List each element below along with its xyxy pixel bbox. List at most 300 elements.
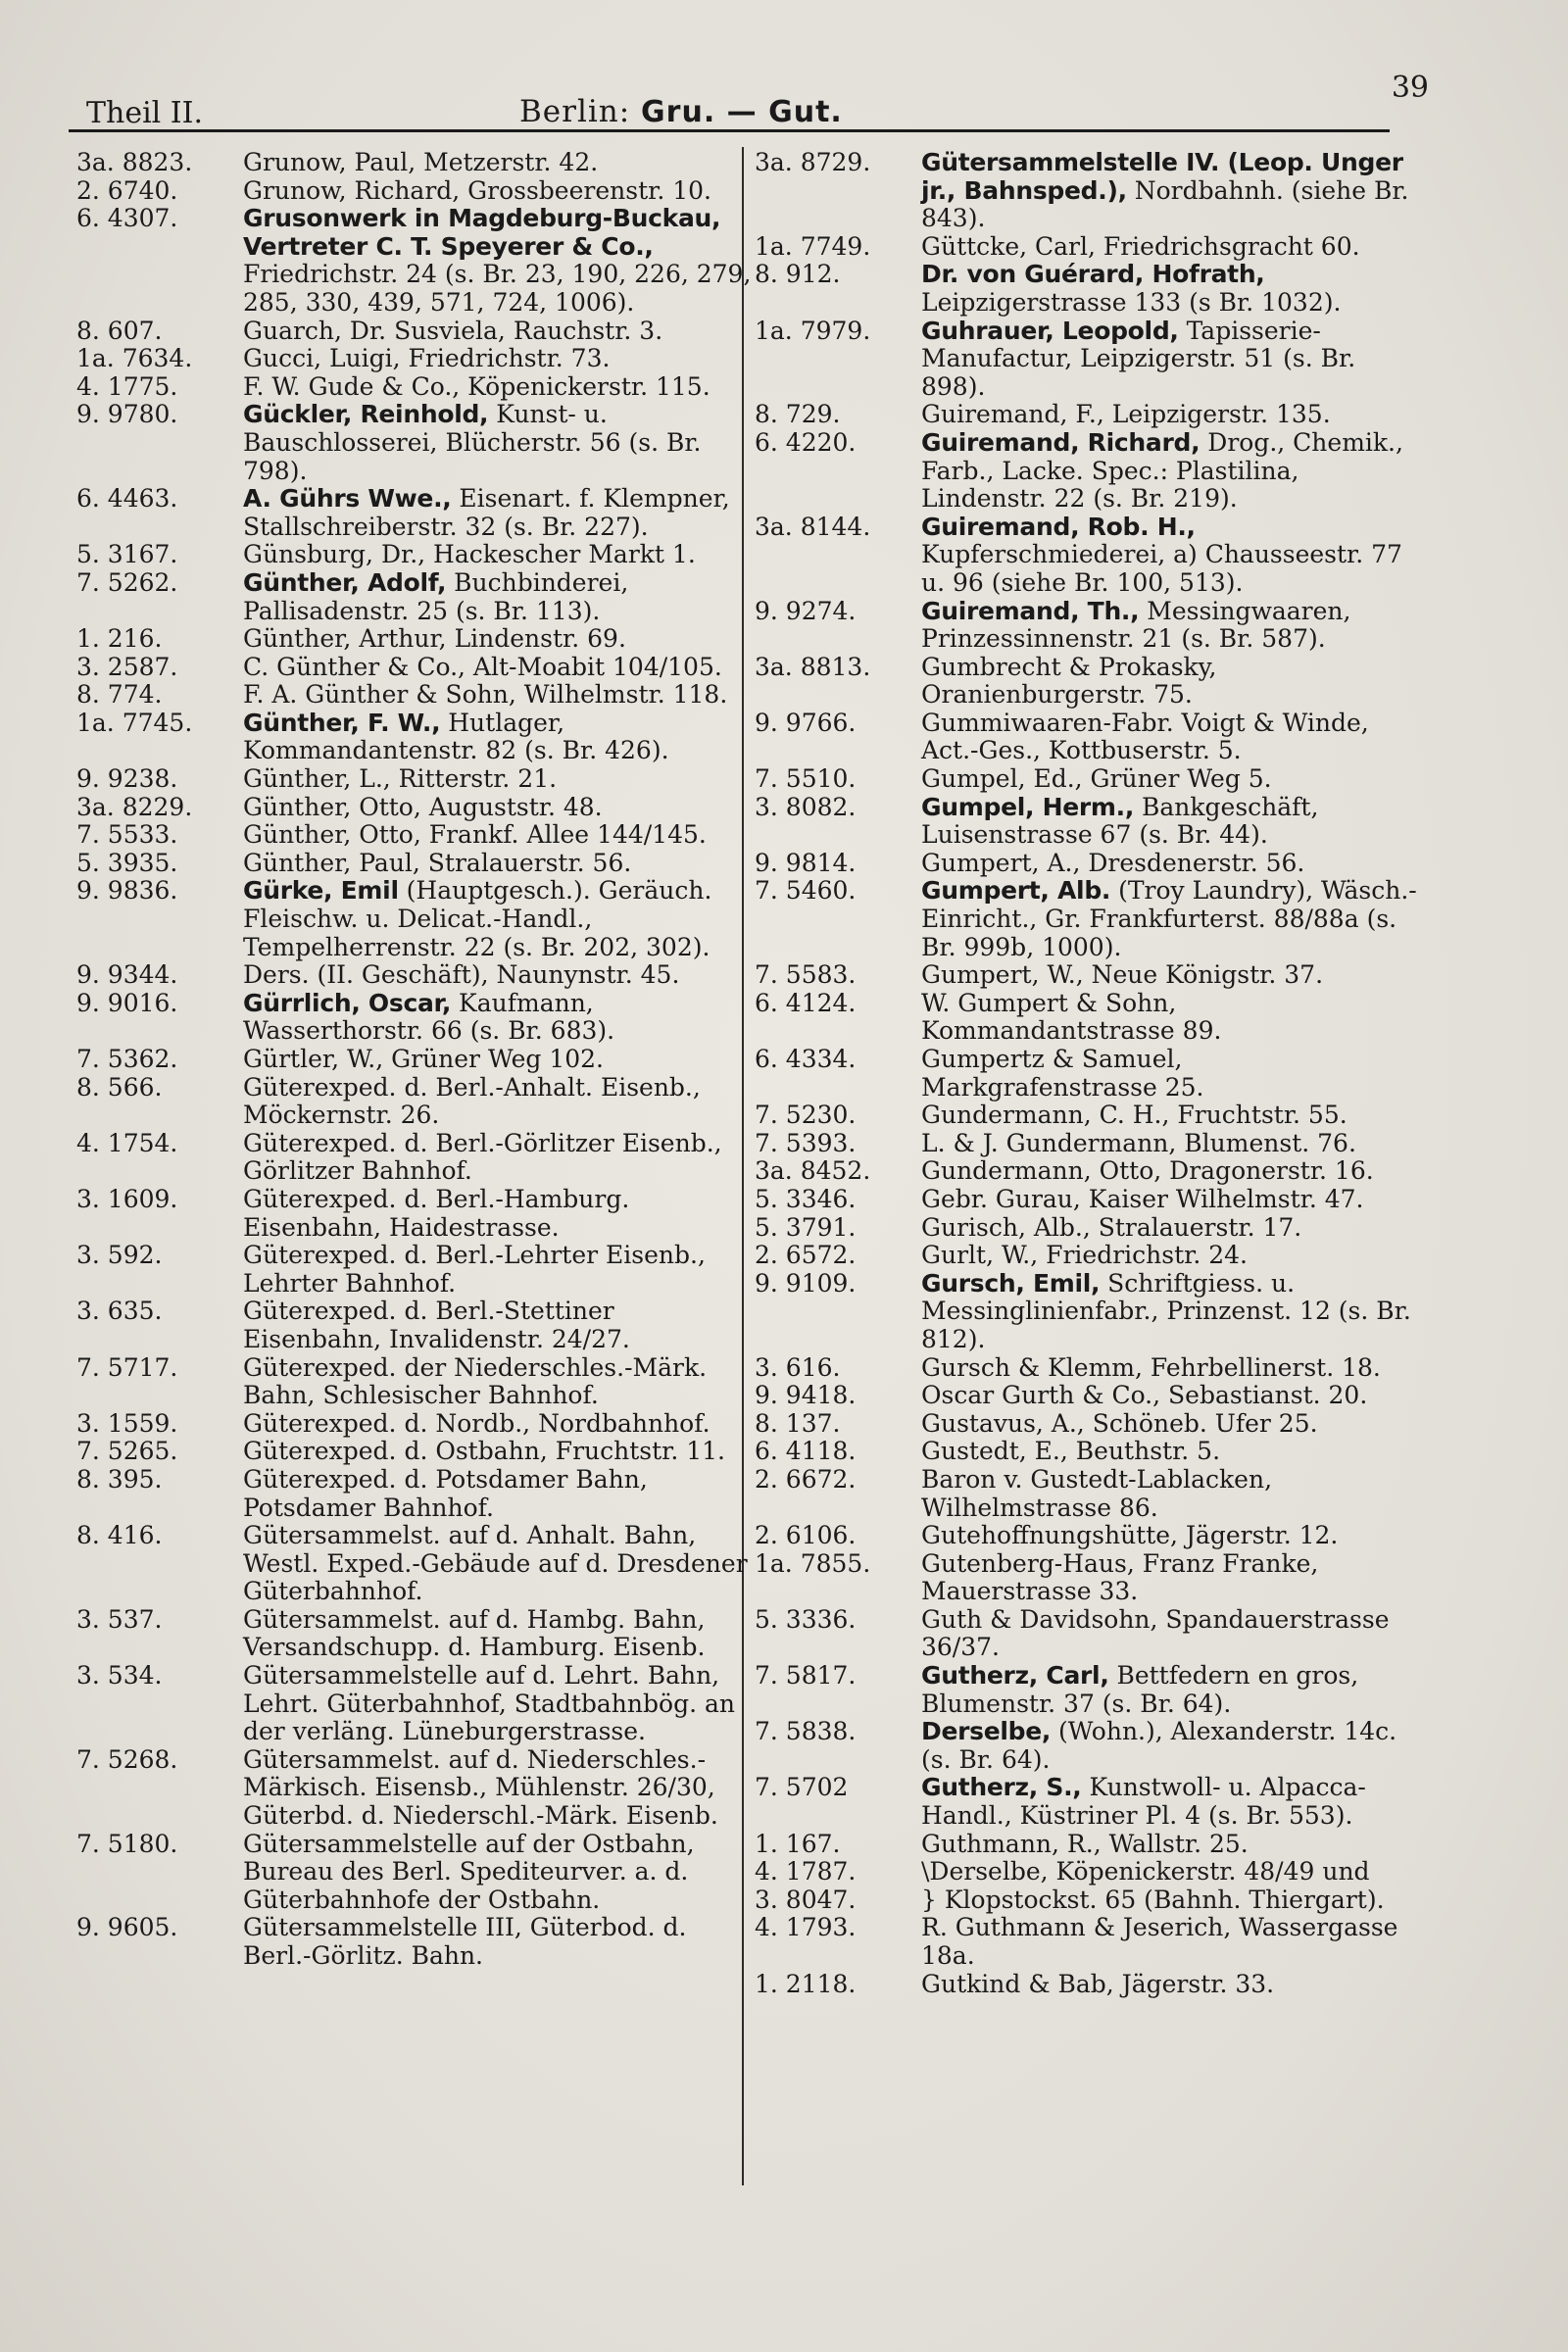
- phone-number: 2. 6740.: [76, 175, 178, 205]
- entry-text: [921, 1914, 1421, 1970]
- entry-text: [921, 654, 1421, 710]
- directory-entry: [76, 710, 753, 765]
- running-title: [519, 94, 843, 129]
- entry-text: [243, 373, 753, 402]
- directory-entry: [755, 1354, 1421, 1383]
- entry-name-bold: Guiremand, Th.,: [921, 596, 1140, 625]
- entry-text: [243, 177, 753, 206]
- entry-detail: Kunstwoll- u. Alpacca-Handl., Küstriner Pl. 4 (s. Br. 553).: [921, 1773, 1366, 1831]
- entry-text: [243, 485, 753, 541]
- entry-text: [243, 625, 753, 654]
- directory-entry: [76, 1522, 753, 1606]
- phone-number: 3a. 8144.: [755, 512, 871, 541]
- directory-entry: [755, 794, 1421, 850]
- entry-detail: Güterexped. d. Berl.-Stettiner Eisenbahn, Invalidenstr. 24/27.: [243, 1297, 630, 1353]
- entry-detail: Ders. (II. Geschäft), Naunynstr. 45.: [243, 960, 680, 990]
- entry-detail: C. Günther & Co., Alt-Moabit 104/105.: [243, 652, 722, 681]
- phone-number: 5. 3346.: [755, 1184, 857, 1213]
- phone-number: 5. 3791.: [755, 1212, 857, 1242]
- entry-text: [243, 318, 753, 346]
- entry-text: [243, 345, 753, 373]
- phone-number: 3. 8047.: [755, 1885, 857, 1914]
- entry-name-bold: Guhrauer, Leopold,: [921, 316, 1179, 345]
- phone-number: 3. 616.: [755, 1352, 841, 1382]
- directory-entry: [755, 1102, 1421, 1130]
- directory-entry: [76, 1831, 753, 1915]
- entry-text: [243, 1410, 753, 1439]
- directory-entry: [76, 1438, 753, 1466]
- entry-detail: Gürtler, W., Grüner Weg 102.: [243, 1045, 605, 1073]
- entry-name-bold: Gutherz, S.,: [921, 1773, 1082, 1802]
- entry-text: [921, 1410, 1421, 1439]
- entry-detail: Guarch, Dr. Susviela, Rauchstr. 3.: [243, 316, 663, 345]
- entry-detail: } Klopstockst. 65 (Bahnh. Thiergart).: [921, 1885, 1385, 1914]
- phone-number: 3a. 8229.: [76, 792, 193, 821]
- entry-text: [921, 1662, 1421, 1718]
- right-column: [755, 149, 1421, 1998]
- phone-number: 2. 6572.: [755, 1241, 857, 1270]
- entry-name-bold: Gürrlich, Oscar,: [243, 988, 452, 1017]
- phone-number: 7. 5838.: [755, 1717, 857, 1746]
- entry-detail: Gütersammelst. auf d. Hambg. Bahn, Versandschupp. d. Hamburg. Eisenb.: [243, 1604, 706, 1662]
- entry-detail: Grunow, Paul, Metzerstr. 42.: [243, 148, 599, 176]
- entry-text: [243, 765, 753, 794]
- entry-text: [243, 681, 753, 710]
- entry-text: [921, 1858, 1421, 1886]
- phone-number: 8. 729.: [755, 400, 841, 429]
- entry-name-bold: Gückler, Reinhold,: [243, 400, 489, 429]
- entry-detail: Güterexped. d. Ostbahn, Fruchtstr. 11.: [243, 1437, 726, 1466]
- phone-number: 6. 4307.: [76, 204, 178, 233]
- entry-text: [921, 850, 1421, 878]
- entry-text: [921, 401, 1421, 429]
- entry-detail: (Troy Laundry), Wäsch.-Einricht., Gr. Frankfurterst. 88/88a (s. Br. 999b, 1000).: [921, 876, 1417, 961]
- city-label: Berlin:: [519, 94, 631, 129]
- entry-name-bold: Gursch, Emil,: [921, 1268, 1101, 1298]
- entry-text: [921, 1242, 1421, 1270]
- entry-text: [921, 598, 1421, 654]
- entry-text: [243, 541, 753, 569]
- directory-entry: [76, 1746, 753, 1831]
- entry-detail: Günther, Arthur, Lindenstr. 69.: [243, 624, 626, 654]
- phone-number: 3. 534.: [76, 1661, 163, 1690]
- directory-entry: [76, 318, 753, 346]
- directory-entry: [755, 1242, 1421, 1270]
- entry-name-bold: Gürke, Emil: [243, 876, 399, 906]
- directory-entry: [76, 681, 753, 710]
- phone-number: 7. 5702: [755, 1773, 849, 1802]
- entry-detail: Schriftgiess. u. Messinglinienfabr., Prinzenst. 12 (s. Br. 812).: [921, 1268, 1411, 1353]
- directory-entry: [755, 1831, 1421, 1859]
- directory-entry: [76, 205, 753, 317]
- entry-text: [921, 261, 1421, 317]
- directory-entry: [755, 1550, 1421, 1606]
- directory-entry: [755, 1270, 1421, 1354]
- entry-text: [921, 1130, 1421, 1158]
- phone-number: 3. 635.: [76, 1297, 163, 1326]
- entry-text: [243, 1354, 753, 1410]
- entry-detail: Hutlager, Kommandantenstr. 82 (s. Br. 426).: [243, 708, 669, 765]
- phone-number: 7. 5717.: [76, 1352, 178, 1382]
- entry-detail: Gutkind & Bab, Jägerstr. 33.: [921, 1969, 1275, 1998]
- entry-text: [921, 1354, 1421, 1383]
- entry-name-bold: Gumpert, Alb.: [921, 876, 1111, 906]
- directory-entry: [76, 1046, 753, 1074]
- entry-detail: Friedrichstr. 24 (s. Br. 23, 190, 226, 279, 285, 330, 439, 571, 724, 1006).: [243, 260, 752, 317]
- phone-number: 7. 5362.: [76, 1045, 178, 1073]
- entry-text: [921, 1046, 1421, 1102]
- directory-entry: [755, 1662, 1421, 1718]
- directory-entry: [76, 1186, 753, 1242]
- directory-entry: [76, 1298, 753, 1353]
- entry-detail: Buchbinderei, Pallisadenstr. 25 (s. Br. 113).: [243, 567, 629, 625]
- phone-number: 7. 5510.: [755, 764, 857, 794]
- entry-detail: Leipzigerstrasse 133 (s Br. 1032).: [921, 287, 1342, 317]
- alphabet-range: Gru. — Gut.: [641, 95, 843, 129]
- entry-detail: Gustavus, A., Schöneb. Ufer 25.: [921, 1408, 1318, 1438]
- entry-detail: Baron v. Gustedt-Lablacken, Wilhelmstrasse 86.: [921, 1464, 1273, 1522]
- directory-entry: [76, 1466, 753, 1522]
- entry-detail: Gumbrecht & Prokasky, Oranienburgerstr. 75.: [921, 652, 1217, 710]
- entry-detail: Eisenart. f. Klempner, Stallschreiberstr. 32 (s. Br. 227).: [243, 484, 730, 541]
- entry-detail: Messingwaaren, Prinzessinnenstr. 21 (s. Br. 587).: [921, 596, 1351, 654]
- entry-detail: Gebr. Gurau, Kaiser Wilhelmstr. 47.: [921, 1184, 1364, 1213]
- entry-text: [243, 1662, 753, 1746]
- entry-detail: Oscar Gurth & Co., Sebastianst. 20.: [921, 1381, 1368, 1410]
- phone-number: 9. 9109.: [755, 1268, 857, 1298]
- entry-detail: Gutehoffnungshütte, Jägerstr. 12.: [921, 1521, 1339, 1550]
- directory-entry: [755, 1130, 1421, 1158]
- entry-text: [243, 654, 753, 682]
- directory-entry: [755, 710, 1421, 765]
- entry-text: [243, 205, 753, 317]
- header-rule: [69, 129, 1390, 132]
- entry-detail: Kaufmann, Wasserthorstr. 66 (s. Br. 683).: [243, 988, 615, 1046]
- phone-number: 9. 9274.: [755, 596, 857, 625]
- directory-entry: [755, 401, 1421, 429]
- entry-text: [921, 1186, 1421, 1214]
- entry-detail: Güterexped. der Niederschles.-Märk. Bahn, Schlesischer Bahnhof.: [243, 1352, 708, 1410]
- directory-entry: [76, 821, 753, 850]
- directory-entry: [755, 765, 1421, 794]
- entry-detail: Gumpert, A., Dresdenerstr. 56.: [921, 848, 1305, 877]
- entry-text: [243, 1046, 753, 1074]
- entry-text: [921, 1774, 1421, 1830]
- directory-entry: [755, 1971, 1421, 1999]
- entry-detail: Gursch & Klemm, Fehrbellinerst. 18.: [921, 1352, 1381, 1382]
- directory-entry: [76, 877, 753, 961]
- phone-number: 6. 4124.: [755, 988, 857, 1017]
- entry-text: [243, 1466, 753, 1522]
- entry-text: [243, 1130, 753, 1186]
- entry-detail: Gütersammelstelle auf der Ostbahn, Bureau des Berl. Spediteurver. a. d. Güterbahnhofe der Ostbahn.: [243, 1829, 695, 1914]
- entry-detail: Gütersammelst. auf d. Niederschles.-Märkisch. Eisensb., Mühlenstr. 26/30, Güterbd. d. Niederschl.-Märk. Eisenb.: [243, 1744, 718, 1831]
- entry-text: [921, 1718, 1421, 1774]
- entry-detail: Güterexped. d. Nordb., Nordbahnhof.: [243, 1408, 710, 1438]
- entry-detail: Drog., Chemik., Farb., Lacke. Spec.: Plastilina, Lindenstr. 22 (s. Br. 219).: [921, 427, 1403, 514]
- directory-entry: [755, 1858, 1421, 1886]
- directory-entry: [76, 1606, 753, 1662]
- entry-text: [243, 850, 753, 878]
- phone-number: 3. 1609.: [76, 1184, 178, 1213]
- entry-name-bold: Günther, F. W.,: [243, 708, 441, 737]
- entry-detail: Güttcke, Carl, Friedrichsgracht 60.: [921, 231, 1360, 261]
- phone-number: 1a. 7979.: [755, 316, 871, 345]
- phone-number: 9. 9344.: [76, 960, 178, 990]
- entry-text: [243, 149, 753, 177]
- entry-detail: Gundermann, C. H., Fruchtstr. 55.: [921, 1101, 1348, 1130]
- phone-number: 8. 416.: [76, 1521, 163, 1550]
- directory-entry: [76, 1074, 753, 1130]
- phone-number: 7. 5180.: [76, 1829, 178, 1858]
- entry-detail: Gumpel, Ed., Grüner Weg 5.: [921, 764, 1272, 794]
- directory-entry: [76, 625, 753, 654]
- phone-number: 3. 537.: [76, 1604, 163, 1634]
- phone-number: 1. 2118.: [755, 1969, 857, 1998]
- entry-text: [921, 1438, 1421, 1466]
- entry-text: [243, 1522, 753, 1606]
- entry-text: [921, 1157, 1421, 1186]
- entry-detail: Kunst- u. Bauschlosserei, Blücherstr. 56 (s. Br. 798).: [243, 400, 702, 485]
- phone-number: 1. 216.: [76, 624, 163, 654]
- entry-detail: Güterexped. d. Berl.-Lehrter Eisenb., Lehrter Bahnhof.: [243, 1241, 706, 1298]
- entry-name-bold: Derselbe,: [921, 1717, 1052, 1746]
- entry-text: [243, 569, 753, 625]
- phone-number: 7. 5265.: [76, 1437, 178, 1466]
- entry-detail: Guth & Davidsohn, Spandauerstrasse 36/37.: [921, 1604, 1390, 1662]
- directory-entry: [76, 654, 753, 682]
- directory-entry: [755, 318, 1421, 402]
- entry-text: [243, 1746, 753, 1831]
- phone-number: 2. 6106.: [755, 1521, 857, 1550]
- entry-name-bold: Grusonwerk in Magdeburg-Buckau, Vertreter C. T. Speyerer & Co.,: [243, 204, 721, 261]
- entry-text: [921, 765, 1421, 794]
- directory-entry: [76, 961, 753, 990]
- directory-entry: [755, 514, 1421, 598]
- entry-text: [243, 877, 753, 961]
- phone-number: 8. 566.: [76, 1072, 163, 1102]
- directory-entry: [76, 1662, 753, 1746]
- directory-entry: [755, 1186, 1421, 1214]
- phone-number: 1a. 7745.: [76, 708, 193, 737]
- entry-text: [921, 1522, 1421, 1550]
- directory-entry: [755, 654, 1421, 710]
- entry-text: [243, 794, 753, 822]
- entry-text: [243, 1242, 753, 1298]
- entry-text: [243, 1914, 753, 1970]
- entry-text: [243, 1831, 753, 1915]
- phone-number: 9. 9836.: [76, 876, 178, 906]
- entry-text: [243, 1298, 753, 1353]
- section-label: Theil II.: [86, 96, 204, 130]
- entry-text: [243, 401, 753, 485]
- directory-entry: [76, 1242, 753, 1298]
- phone-number: 3. 592.: [76, 1241, 163, 1270]
- entry-text: [243, 710, 753, 765]
- entry-text: [243, 961, 753, 990]
- phone-number: 9. 9418.: [755, 1381, 857, 1410]
- phone-number: 3. 1559.: [76, 1408, 178, 1438]
- entry-detail: F. W. Gude & Co., Köpenickerstr. 115.: [243, 371, 710, 401]
- entry-text: [921, 1550, 1421, 1606]
- phone-number: 7. 5533.: [76, 820, 178, 850]
- directory-entry: [755, 1214, 1421, 1243]
- phone-number: 1a. 7749.: [755, 231, 871, 261]
- entry-name-bold: Gutherz, Carl,: [921, 1661, 1109, 1690]
- phone-number: 2. 6672.: [755, 1464, 857, 1494]
- entry-detail: Gurlt, W., Friedrichstr. 24.: [921, 1241, 1248, 1270]
- phone-number: 7. 5817.: [755, 1661, 857, 1690]
- entry-detail: Güterexped. d. Berl.-Görlitzer Eisenb., Görlitzer Bahnhof.: [243, 1128, 722, 1186]
- directory-entry: [76, 485, 753, 541]
- entry-text: [243, 1186, 753, 1242]
- entry-text: [921, 961, 1421, 990]
- entry-detail: Nordbahnh. (siehe Br. 843).: [921, 175, 1409, 233]
- entry-text: [243, 1074, 753, 1130]
- entry-detail: Günther, Otto, Auguststr. 48.: [243, 792, 603, 821]
- directory-entry: [755, 1774, 1421, 1830]
- phone-number: 8. 912.: [755, 260, 841, 289]
- entry-text: [921, 1102, 1421, 1130]
- phone-number: 8. 774.: [76, 680, 163, 710]
- page-number: 39: [1391, 71, 1429, 105]
- entry-detail: Tapisserie-Manufactur, Leipzigerstr. 51 (s. Br. 898).: [921, 316, 1356, 401]
- directory-entry: [755, 429, 1421, 514]
- directory-entry: [755, 233, 1421, 262]
- phone-number: 9. 9780.: [76, 400, 178, 429]
- entry-text: [243, 990, 753, 1046]
- directory-entry: [755, 990, 1421, 1046]
- phone-number: 3. 2587.: [76, 652, 178, 681]
- directory-entry: [755, 850, 1421, 878]
- phone-number: 5. 3336.: [755, 1604, 857, 1634]
- directory-entry: [755, 1886, 1421, 1915]
- directory-entry: [76, 990, 753, 1046]
- entry-text: [921, 877, 1421, 961]
- directory-entry: [755, 1410, 1421, 1439]
- entry-detail: Gumpert, W., Neue Königstr. 37.: [921, 960, 1324, 990]
- entry-text: [921, 149, 1421, 233]
- entry-detail: Gustedt, E., Beuthstr. 5.: [921, 1437, 1221, 1466]
- phone-number: 8. 607.: [76, 316, 163, 345]
- phone-number: 4. 1754.: [76, 1128, 178, 1157]
- entry-detail: Güterexped. d. Berl.-Hamburg. Eisenbahn, Haidestrasse.: [243, 1184, 630, 1242]
- directory-entry: [76, 373, 753, 402]
- entry-detail: R. Guthmann & Jeserich, Wassergasse 18a.: [921, 1913, 1398, 1970]
- directory-entry: [76, 1914, 753, 1970]
- entry-text: [921, 429, 1421, 514]
- entry-detail: Grunow, Richard, Grossbeerenstr. 10.: [243, 175, 711, 205]
- directory-entry: [755, 149, 1421, 233]
- entry-detail: Gurisch, Alb., Stralauerstr. 17.: [921, 1212, 1302, 1242]
- directory-entry: [755, 961, 1421, 990]
- entry-detail: Bankgeschäft, Luisenstrasse 67 (s. Br. 44).: [921, 792, 1319, 850]
- phone-number: 8. 137.: [755, 1408, 841, 1438]
- entry-name-bold: Gütersammelstelle IV. (Leop. Unger jr., Bahnsped.),: [921, 148, 1403, 205]
- entry-detail: Gucci, Luigi, Friedrichstr. 73.: [243, 344, 611, 373]
- directory-entry: [76, 850, 753, 878]
- phone-number: 7. 5583.: [755, 960, 857, 990]
- page-header: [69, 71, 1429, 133]
- directory-entry: [76, 1130, 753, 1186]
- entry-detail: W. Gumpert & Sohn, Kommandantstrasse 89.: [921, 988, 1222, 1046]
- entry-detail: Gumpertz & Samuel, Markgrafenstrasse 25.: [921, 1045, 1204, 1102]
- directory-entry: [755, 1046, 1421, 1102]
- entry-text: [921, 1886, 1421, 1915]
- directory-entry: [755, 261, 1421, 317]
- entry-text: [921, 1606, 1421, 1662]
- phone-number: 7. 5262.: [76, 567, 178, 597]
- entry-detail: Gundermann, Otto, Dragonerstr. 16.: [921, 1156, 1374, 1186]
- entry-text: [921, 1382, 1421, 1410]
- entry-detail: Bettfedern en gros, Blumenstr. 37 (s. Br. 64).: [921, 1661, 1359, 1718]
- phone-number: 1. 167.: [755, 1829, 841, 1858]
- directory-entry: [76, 177, 753, 206]
- entry-detail: Guiremand, F., Leipzigerstr. 135.: [921, 400, 1331, 429]
- entry-name-bold: Dr. von Guérard, Hofrath,: [921, 260, 1265, 289]
- entry-detail: (Wohn.), Alexanderstr. 14c. (s. Br. 64).: [921, 1717, 1397, 1774]
- phone-number: 6. 4463.: [76, 484, 178, 514]
- entry-name-bold: Gumpel, Herm.,: [921, 792, 1135, 821]
- entry-name-bold: Guiremand, Richard,: [921, 427, 1200, 457]
- phone-number: 6. 4334.: [755, 1045, 857, 1073]
- entry-name-bold: A. Gührs Wwe.,: [243, 484, 452, 514]
- directory-entry: [76, 149, 753, 177]
- phone-number: 1a. 7855.: [755, 1548, 871, 1578]
- phone-number: 7. 5393.: [755, 1128, 857, 1157]
- directory-entry: [755, 1718, 1421, 1774]
- phone-number: 7. 5230.: [755, 1101, 857, 1130]
- entry-detail: Günther, Otto, Frankf. Allee 144/145.: [243, 820, 707, 850]
- phone-number: 6. 4220.: [755, 427, 857, 457]
- entry-detail: Güterexped. d. Berl.-Anhalt. Eisenb., Möckernstr. 26.: [243, 1072, 701, 1130]
- phone-number: 5. 3167.: [76, 540, 178, 569]
- entry-text: [921, 1466, 1421, 1522]
- phone-number: 3a. 8823.: [76, 148, 193, 176]
- directory-entry: [76, 541, 753, 569]
- phone-number: 3a. 8813.: [755, 652, 871, 681]
- entry-text: [921, 1971, 1421, 1999]
- directory-entry: [755, 1606, 1421, 1662]
- entry-detail: Günther, Paul, Stralauerstr. 56.: [243, 848, 632, 877]
- entry-detail: L. & J. Gundermann, Blumenst. 76.: [921, 1128, 1356, 1157]
- directory-entry: [76, 569, 753, 625]
- directory-entry: [755, 1466, 1421, 1522]
- phone-number: 1a. 7634.: [76, 344, 193, 373]
- entry-detail: Kupferschmiederei, a) Chausseestr. 77 u. 96 (siehe Br. 100, 513).: [921, 540, 1402, 597]
- entry-detail: F. A. Günther & Sohn, Wilhelmstr. 118.: [243, 680, 728, 710]
- entry-detail: (Hauptgesch.). Geräuch. Fleischw. u. Delicat.-Handl., Tempelherrenstr. 22 (s. Br. 202, 302).: [243, 876, 712, 961]
- entry-text: [921, 1270, 1421, 1354]
- phone-number: 9. 9605.: [76, 1913, 178, 1942]
- entry-text: [243, 1606, 753, 1662]
- entry-detail: Güterexped. d. Potsdamer Bahn, Potsdamer Bahnhof.: [243, 1464, 648, 1522]
- entry-text: [921, 233, 1421, 262]
- entry-detail: Günther, L., Ritterstr. 21.: [243, 764, 558, 794]
- directory-entry: [755, 1157, 1421, 1186]
- directory-entry: [76, 345, 753, 373]
- phone-number: 9. 9814.: [755, 848, 857, 877]
- phone-number: 3. 8082.: [755, 792, 857, 821]
- entry-detail: Guthmann, R., Wallstr. 25.: [921, 1829, 1249, 1858]
- entry-text: [921, 710, 1421, 765]
- entry-text: [921, 1214, 1421, 1243]
- entry-detail: Gütersammelstelle III, Güterbod. d. Berl.-Görlitz. Bahn.: [243, 1913, 687, 1970]
- entry-text: [921, 318, 1421, 402]
- entry-detail: Gutenberg-Haus, Franz Franke, Mauerstrasse 33.: [921, 1548, 1319, 1606]
- entry-detail: \Derselbe, Köpenickerstr. 48/49 und: [921, 1857, 1370, 1886]
- entry-name-bold: Günther, Adolf,: [243, 567, 447, 597]
